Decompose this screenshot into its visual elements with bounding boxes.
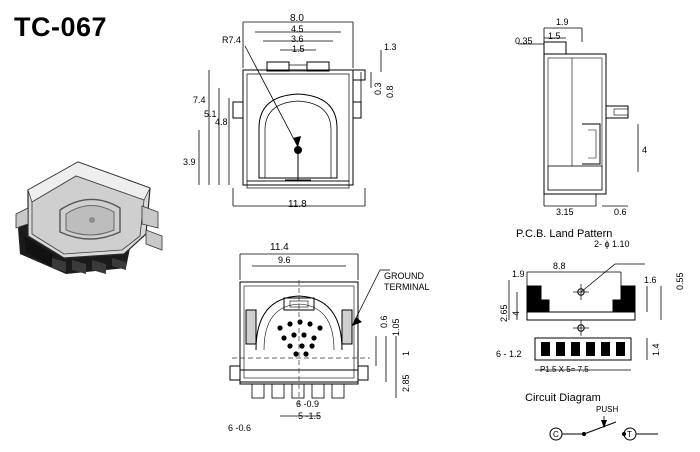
dim-1-05: 1.05 [391, 318, 401, 336]
dim-5-1-5: 5 -1.5 [298, 411, 322, 421]
dim-1-5: 1.5 [292, 44, 305, 54]
dim-lp-pitch: P1.5 X 5= 7.5 [540, 365, 589, 374]
dim-side-4: 4 [642, 145, 648, 155]
dim-11-8: 11.8 [288, 199, 307, 210]
dim-1: 1 [401, 350, 411, 356]
dim-side-0-6: 0.6 [614, 207, 627, 217]
dim-side-0-35: 0.35 [515, 36, 533, 46]
dim-lp-1-9: 1.9 [512, 269, 525, 279]
dim-8-8: 8.8 [553, 261, 566, 271]
dim-side-1-9: 1.9 [556, 17, 569, 27]
dim-2-85: 2.85 [401, 374, 411, 392]
dim-6-0-6: 6 -0.6 [228, 423, 252, 433]
circuit-diagram [540, 412, 690, 452]
dim-lp-1-6: 1.6 [644, 275, 657, 285]
dim-1-3: 1.3 [384, 42, 397, 52]
terminal-c-label: C [553, 430, 559, 439]
dim-8-0: 8.0 [290, 13, 304, 24]
dim-r7-4: R7.4 [222, 35, 242, 45]
dim-5-1: 5.1 [204, 109, 217, 119]
dim-11-4: 11.4 [270, 242, 289, 253]
page-title: TC-067 [14, 12, 108, 42]
circuit-diagram-caption: Circuit Diagram [525, 392, 601, 404]
push-label: PUSH [596, 405, 619, 414]
dim-4-8: 4.8 [215, 117, 228, 127]
ground-terminal-label-1: GROUND [384, 271, 424, 281]
dim-lp-2-65: 2.65 [499, 304, 509, 322]
dim-lp-1-4: 1.4 [651, 343, 661, 356]
dim-lp-0-55: 0.55 [675, 272, 685, 290]
terminal-t-label: T [627, 430, 632, 439]
dim-lp-6-1-2: 6 - 1.2 [496, 349, 522, 359]
dim-9-6: 9.6 [278, 255, 291, 265]
dim-side-1-5: 1.5 [548, 31, 561, 41]
dim-6-0-9: 6 -0.9 [296, 399, 320, 409]
dim-3-9: 3.9 [183, 157, 196, 167]
dim-0-3: 0.3 [373, 82, 383, 95]
dim-0-6: 0.6 [379, 315, 389, 328]
pcb-land-pattern-caption: P.C.B. Land Pattern [516, 228, 613, 240]
dim-side-3-15: 3.15 [556, 207, 574, 217]
dim-lp-4: 4 [511, 310, 521, 316]
dim-0-8: 0.8 [385, 85, 395, 98]
ground-terminal-label-2: TERMINAL [384, 282, 430, 292]
dim-4-5: 4.5 [291, 24, 304, 34]
dim-2-phi-1-10: 2- ϕ 1.10 [594, 239, 630, 249]
dim-3-6: 3.6 [291, 34, 304, 44]
product-photo [6, 150, 176, 290]
dim-7-4: 7.4 [193, 95, 206, 105]
